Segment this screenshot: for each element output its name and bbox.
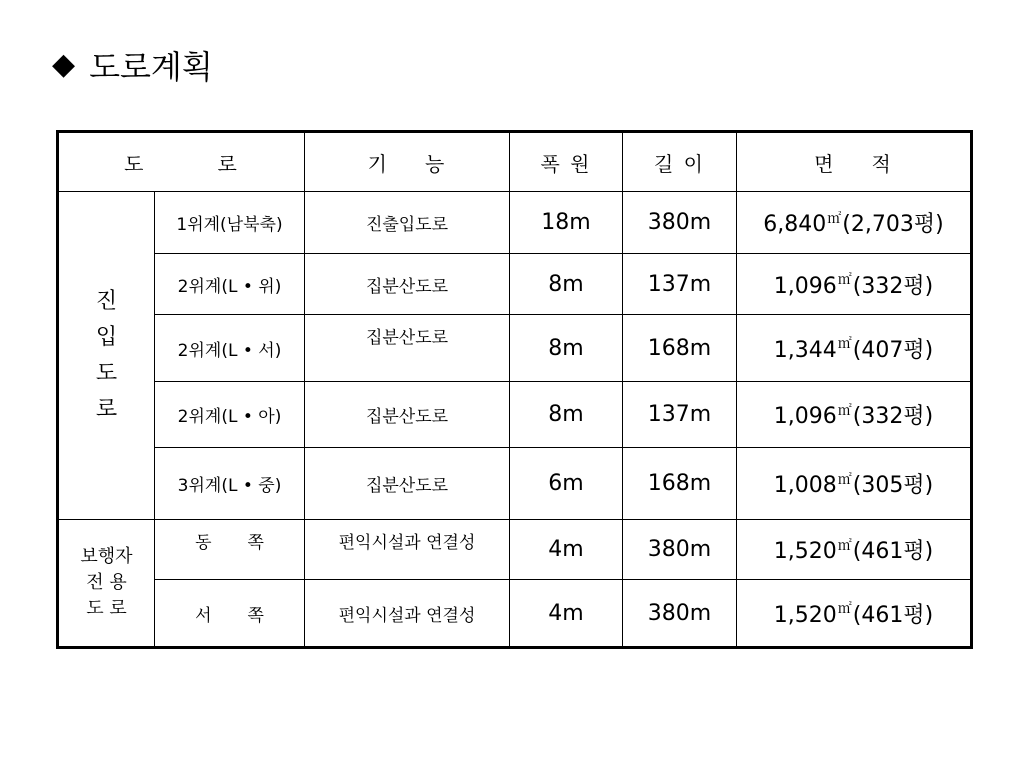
road-function: 집분산도로 xyxy=(305,382,510,448)
area-unit: ㎡ xyxy=(837,601,852,618)
area-pyeong: (332평) xyxy=(852,273,934,299)
header-road xyxy=(58,132,305,192)
group-entry-char: 로 xyxy=(95,396,118,422)
road-name xyxy=(155,520,305,580)
road-name: 2위계(L • 서) xyxy=(155,315,305,382)
road-area xyxy=(737,520,972,580)
road-length: 168m xyxy=(623,448,737,520)
group-pedestrian-road xyxy=(58,520,155,648)
diamond-bullet-icon: ◆ xyxy=(52,47,76,82)
header-function xyxy=(305,132,510,192)
header-area-part: 면 xyxy=(814,151,836,176)
header-road-part: 로 xyxy=(217,151,239,176)
road-length: 380m xyxy=(623,192,737,254)
table-row xyxy=(58,580,972,648)
header-width: 폭 원 xyxy=(510,132,623,192)
road-function: 집분산도로 xyxy=(305,448,510,520)
group-entry-road xyxy=(58,192,155,520)
area-unit: ㎡ xyxy=(837,402,852,419)
road-name-part: 쪽 xyxy=(247,533,264,553)
area-value: 1,520 xyxy=(773,539,837,564)
group-entry-char: 진 xyxy=(95,288,118,314)
area-unit: ㎡ xyxy=(827,210,842,227)
area-value: 1,344 xyxy=(773,337,837,363)
road-name-part: 서 xyxy=(195,605,212,626)
header-area-part: 적 xyxy=(871,151,893,176)
road-name xyxy=(155,580,305,648)
road-function: 편익시설과 연결성 xyxy=(305,580,510,648)
road-length: 137m xyxy=(623,382,737,448)
road-name: 2위계(L • 아) xyxy=(155,382,305,448)
area-value: 6,840 xyxy=(763,212,827,237)
road-plan-table xyxy=(56,130,973,649)
area-value: 1,008 xyxy=(773,473,837,498)
header-function-part: 기 xyxy=(367,151,389,176)
area-unit: ㎡ xyxy=(837,471,852,488)
road-length: 168m xyxy=(623,315,737,382)
road-area xyxy=(737,382,972,448)
table-row xyxy=(58,382,972,448)
area-pyeong: (461평) xyxy=(852,539,934,564)
table-row xyxy=(58,315,972,382)
header-row xyxy=(58,132,972,192)
road-width: 4m xyxy=(510,580,623,648)
table-row xyxy=(58,254,972,315)
header-road-part: 도 xyxy=(124,151,146,176)
area-pyeong: (407평) xyxy=(852,337,934,363)
header-area xyxy=(737,132,972,192)
road-area xyxy=(737,580,972,648)
road-width: 4m xyxy=(510,520,623,580)
area-unit: ㎡ xyxy=(837,336,852,353)
road-area xyxy=(737,315,972,382)
road-length: 380m xyxy=(623,520,737,580)
area-unit: ㎡ xyxy=(837,272,852,289)
road-name: 1위계(남북축) xyxy=(155,192,305,254)
page-title-text: 도로계획 xyxy=(89,48,213,86)
road-name-part: 쪽 xyxy=(247,605,264,626)
road-length: 380m xyxy=(623,580,737,648)
header-function-part: 능 xyxy=(425,151,447,176)
road-area xyxy=(737,192,972,254)
road-width: 18m xyxy=(510,192,623,254)
road-width: 8m xyxy=(510,315,623,382)
area-pyeong: (461평) xyxy=(852,602,934,628)
area-value: 1,096 xyxy=(773,404,837,429)
table-row xyxy=(58,448,972,520)
road-area xyxy=(737,448,972,520)
area-value: 1,520 xyxy=(773,602,837,628)
table-row xyxy=(58,192,972,254)
road-function: 진출입도로 xyxy=(305,192,510,254)
road-width: 6m xyxy=(510,448,623,520)
road-name: 2위계(L • 위) xyxy=(155,254,305,315)
road-function: 집분산도로 xyxy=(305,254,510,315)
road-function: 편익시설과 연결성 xyxy=(305,520,510,580)
page-title xyxy=(52,42,213,88)
table-row xyxy=(58,520,972,580)
road-width: 8m xyxy=(510,254,623,315)
road-length: 137m xyxy=(623,254,737,315)
road-name: 3위계(L • 중) xyxy=(155,448,305,520)
area-unit: ㎡ xyxy=(837,537,852,554)
group-pedestrian-line: 도 로 xyxy=(86,598,127,619)
group-pedestrian-line: 보행자 xyxy=(80,546,133,567)
area-pyeong: (2,703평) xyxy=(842,212,944,237)
road-area xyxy=(737,254,972,315)
area-pyeong: (305평) xyxy=(852,473,934,498)
group-entry-char: 도 xyxy=(95,360,118,386)
road-function: 집분산도로 xyxy=(305,315,510,382)
header-length: 길 이 xyxy=(623,132,737,192)
area-pyeong: (332평) xyxy=(852,404,934,429)
area-value: 1,096 xyxy=(773,273,837,299)
road-name-part: 동 xyxy=(195,533,212,553)
group-entry-char: 입 xyxy=(95,324,118,350)
road-width: 8m xyxy=(510,382,623,448)
group-pedestrian-line: 전 용 xyxy=(86,572,127,593)
